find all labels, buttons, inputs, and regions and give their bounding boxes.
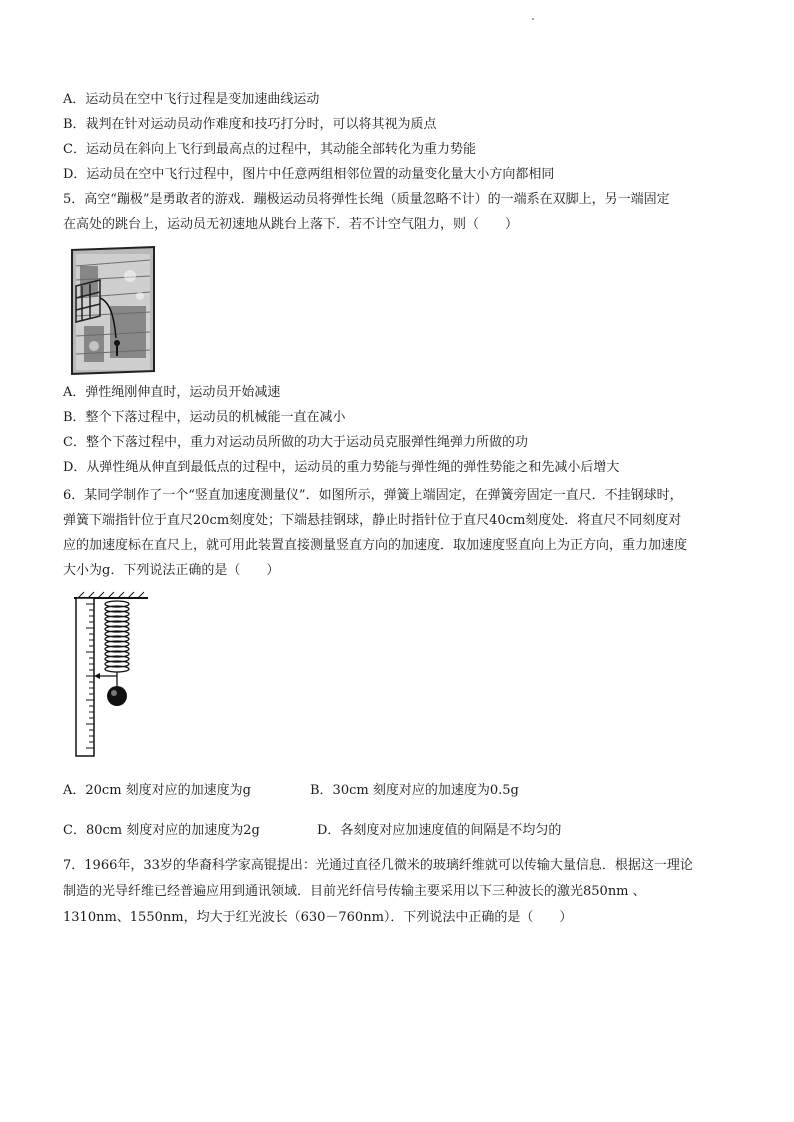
q6-stem-line2: 弹簧下端指针位于直尺20cm刻度处；下端悬挂钢球，静止时指针位于直尺40cm刻度处．将直尺不同刻度对 (63, 513, 682, 528)
q6-stem-line4: 大小为g．下列说法正确的是（ ） (63, 563, 280, 578)
q6-option-a: A．20cm 刻度对应的加速度为g (63, 783, 251, 798)
acceleration-meter-diagram (70, 590, 156, 760)
q4-option-d: D．运动员在空中飞行过程中，图片中任意两组相邻位置的动量变化量大小方向都相同 (63, 167, 555, 182)
q4-option-b: B．裁判在针对运动员动作难度和技巧打分时，可以将其视为质点 (63, 117, 437, 132)
scan-speck (532, 18, 534, 20)
q4-option-c: C．运动员在斜向上飞行到最高点的过程中，其动能全部转化为重力势能 (63, 142, 476, 157)
q6-stem-line1: 6．某同学制作了一个“竖直加速度测量仪”．如图所示，弹簧上端固定，在弹簧旁固定一直尺．不挂钢球时， (63, 488, 683, 503)
q6-option-d: D．各刻度对应加速度值的间隔是不均匀的 (317, 823, 562, 838)
q7-stem-line3: 1310nm、1550nm，均大于红光波长（630－760nm）．下列说法中正确的是（ ） (63, 910, 573, 925)
q5-option-d: D．从弹性绳从伸直到最低点的过程中，运动员的重力势能与弹性绳的弹性势能之和先减小后增大 (63, 460, 620, 475)
q5-stem-line1: 5．高空“蹦极”是勇敢者的游戏．蹦极运动员将弹性长绳（质量忽略不计）的一端系在双脚上，另一端固定 (63, 192, 670, 207)
bungee-jump-photo (70, 246, 156, 378)
q5-option-c: C．整个下落过程中，重力对运动员所做的功大于运动员克服弹性绳弹力所做的功 (63, 435, 528, 450)
q5-stem-line2: 在高处的跳台上，运动员无初速地从跳台上落下．若不计空气阻力，则（ ） (63, 217, 519, 232)
q5-option-a: A．弹性绳刚伸直时，运动员开始减速 (63, 385, 281, 400)
q6-stem-line3: 应的加速度标在直尺上，就可用此装置直接测量竖直方向的加速度．取加速度竖直向上为正方向，重力加速度 (63, 538, 688, 553)
q6-option-b: B．30cm 刻度对应的加速度为0.5g (310, 783, 519, 798)
q7-stem-line2: 制造的光导纤维已经普遍应用到通讯领域．目前光纤信号传输主要采用以下三种波长的激光850nm 、 (63, 884, 646, 899)
q5-option-b: B．整个下落过程中，运动员的机械能一直在减小 (63, 410, 346, 425)
q4-option-a: A．运动员在空中飞行过程是变加速曲线运动 (63, 92, 320, 107)
q6-option-c: C．80cm 刻度对应的加速度为2g (63, 823, 260, 838)
q7-stem-line1: 7．1966年，33岁的华裔科学家高锟提出：光通过直径几微米的玻璃纤维就可以传输大量信息．根据这一理论 (63, 858, 693, 873)
